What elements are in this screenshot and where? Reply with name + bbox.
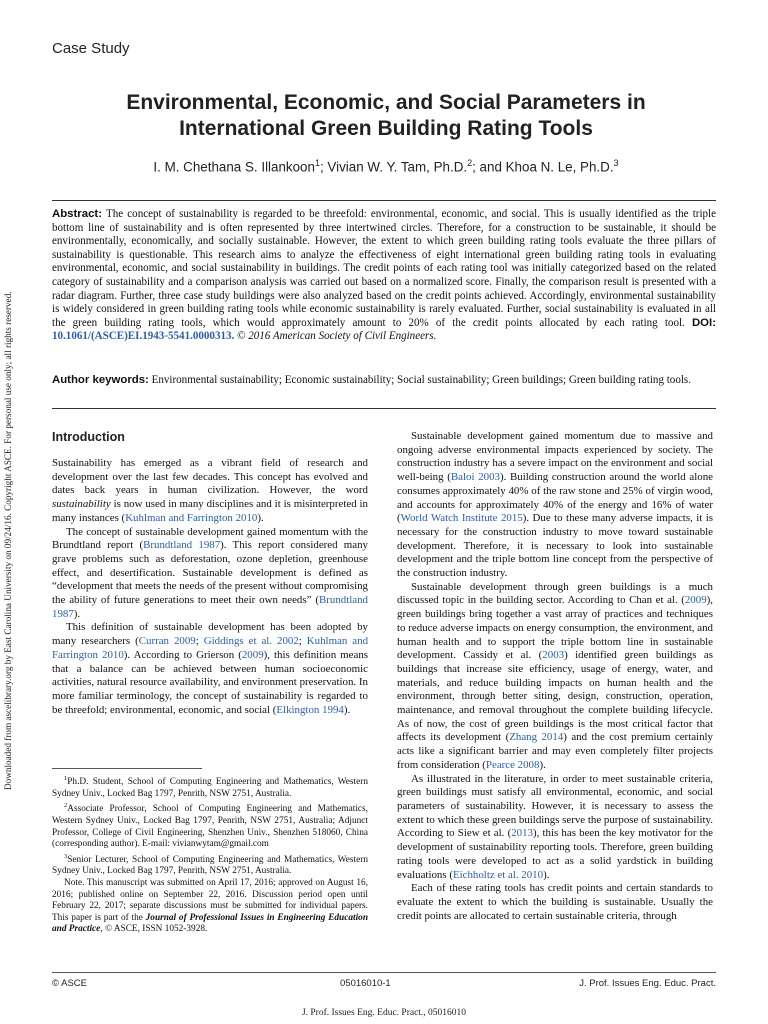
- paragraph: The concept of sustainable development gained momentum with the Brundtland report (Brundtland 1987). This report considered many grave problems such as deforestation, ozone depletion, greenhouse effect, and desertification. Sustainable development is defined as “development that meets the needs of the present without compromising the ability of future generations to meet their own needs” (Brundtland 1987).: [52, 525, 369, 620]
- citation-link[interactable]: Elkington 1994: [276, 703, 344, 716]
- keywords-label: Author keywords:: [52, 374, 149, 386]
- citation-link[interactable]: Zhang 2014: [509, 731, 564, 744]
- footnote: $^1$Ph.D. Student, School of Computing Engineering and Mathematics, Western Sydney Univ., Locked Bag 1797, Penrith, NSW 2751, Australia.: [52, 775, 368, 799]
- footer-page-id: 05016010-1: [340, 978, 391, 989]
- citation-link[interactable]: Brundtland 1987: [143, 539, 221, 552]
- footnote-divider: [52, 768, 202, 769]
- citation-link[interactable]: Giddings et al. 2002: [203, 635, 299, 648]
- citation-link[interactable]: World Watch Institute 2015: [400, 512, 523, 525]
- citation-link[interactable]: Brundtland 1987: [52, 594, 368, 620]
- paragraph: Sustainable development through green buildings is a much discussed topic in the building sector. According to Chan et al. (2009), green buildings bring together a vast array of practices and techniques to reduce adverse impacts on energy consumption, the environment, and human health and to support the triple bottom line in sustainable development. Cassidy et al. (2003) identified green buildings as buildings that increase site efficiency, usage of energy, water, and materials, and reduce building impacts on human health and the environment, through better siting, design, construction, operation, maintenance, and removal throughout the complete building lifecycle. As of now, the cost of green buildings is the most critical factor that affects its development (Zhang 2014) and the cost premium certainly acts like a significant barrier and may even completely filter projects from consideration (Pearce 2008).: [397, 580, 713, 771]
- submission-note: Note. This manuscript was submitted on April 17, 2016; approved on August 16, 2016; published online on September 22, 2016. Discussion period open until February 22, 2017; separate discussions must be submitted for individual papers. This paper is part of the Journal of Professional Issues in Engineering Education and Practice, © ASCE, ISSN 1052-3928.: [52, 878, 368, 935]
- footnote: $^2$Associate Professor, School of Computing Engineering and Mathematics, Western Sydney Univ., Locked Bag 1797, Penrith, NSW 2751, Australia; Adjunct Professor, College of Civil Engineering, Shenzhen Univ., Shenzhen 518060, China (corresponding author). E-mail: vivianwytam@gmail.com: [52, 802, 368, 850]
- citation-link[interactable]: Eichholtz et al. 2010: [452, 868, 544, 881]
- footnotes: [52, 773, 368, 936]
- paragraph: Each of these rating tools has credit points and certain standards to evaluate the extent to which the building is sustainable. Usually the credit points are allocated to certain sustainable criteria, through: [397, 882, 713, 922]
- abstract-text: The concept of sustainability is regarded to be threefold: environmental, economic, and social. This is usually identified as the triple bottom line of sustainability and is often represented by three intertwined circles. Therefore, for a construction to be sustainable, it should be environmentally, economically, and socially sustainable. However, the extent to which green building rating tools evaluate the three pillars of sustainability is questionable. This research aims to analyze the effectiveness of eight international green building rating tools in evaluating environmental, economic, and social sustainability in buildings. The credit points of each rating tool was initially categorized based on the related category of sustainability and a comparison analysis was carried out based on a normalized score. Finally, the comparison result is presented with a radar diagram. Further, three case study buildings were also analyzed based on the credit points achieved. Accordingly, environmental sustainability is widely considered in green building rating tools while economic sustainability is rarely evaluated. Further, social sustainability is evaluated in all the green building rating tools, which would approximately amount to 20% of the credit points allocated by each rating tool.: [52, 208, 717, 329]
- footer-journal: J. Prof. Issues Eng. Educ. Pract.: [579, 978, 716, 989]
- title-line-2: International Green Building Rating Tools: [179, 117, 593, 140]
- abstract-top-rule: [52, 200, 716, 201]
- abstract-bottom-rule: [52, 408, 716, 409]
- title-line-1: Environmental, Economic, and Social Parameters in: [126, 91, 646, 114]
- author-list: I. M. Chethana S. Illankoon$^1$; Vivian W. Y. Tam, Ph.D.$^2$; and Khoa N. Le, Ph.D.$^3$: [153, 158, 619, 175]
- keywords-text: Environmental sustainability; Economic sustainability; Social sustainability; Green buildings; Green building rating tools.: [151, 374, 691, 386]
- footnote: $^3$Senior Lecturer, School of Computing Engineering and Mathematics, Western Sydney Univ., Locked Bag 1797, Penrith, NSW 2751, Australia.: [52, 852, 368, 877]
- doi-link[interactable]: 10.1061/(ASCE)EI.1943-5541.0000313.: [52, 330, 235, 343]
- article-title: [60, 90, 712, 142]
- citation-link[interactable]: Baloi 2003: [450, 471, 500, 484]
- paragraph: As illustrated in the literature, in order to meet sustainable criteria, green buildings must satisfy all environmental, economic, and social parameters of sustainability. However, it is necessary to assess the extent to which these green buildings serve the purpose of sustainability. According to Siew et al. (2013), this has been the key motivator for the development of sustainability reporting tools. Therefore, green building rating tools were developed to act as a solid yardstick in building evaluations (Eichholtz et al. 2010).: [397, 772, 713, 881]
- footer-rule: [52, 972, 716, 973]
- citation-link[interactable]: Kuhlman and Farrington 2010: [52, 635, 369, 661]
- citation-link[interactable]: Curran 2009: [138, 635, 196, 648]
- paragraph: Sustainable development gained momentum due to massive and ongoing adverse environmental impacts experienced by society. The construction industry has a severe impact on the environment and social well-being (Baloi 2003). Building construction around the world alone consumes approximately 40% of the raw stone and 25% of virgin wood, and accounts for approximately 40% of the energy and 16% of water (World Watch Institute 2015). Due to these many adverse impacts, it is necessary for the construction industry to move toward sustainable development. Therefore, it is necessary to look into sustainable development and the triple bottom line concept from the perspective of the construction industry.: [397, 430, 714, 580]
- journal-name: Journal of Professional Issues in Engineering Education and Practice: [52, 912, 368, 935]
- citation-link[interactable]: 2009: [241, 648, 264, 661]
- download-notice: Downloaded from ascelibrary.org by East Carolina University on 09/24/16. Copyright ASCE. For personal use only; all rights reserved.: [3, 291, 13, 790]
- citation-link[interactable]: 2013: [511, 827, 533, 840]
- author-keywords: [52, 374, 716, 388]
- paragraph: Sustainability has emerged as a vibrant field of research and development over the last few decades. This concept has evolved and dates back years in human civilization. However, the word sustainability is now used in many disciplines and it is misinterpreted in many instances (Kuhlman and Farrington 2010).: [52, 457, 368, 524]
- bottom-citation: J. Prof. Issues Eng. Educ. Pract., 05016010: [301, 1008, 467, 1018]
- paragraph: This definition of sustainable development has been adopted by many researchers (Curran 2009; Giddings et al. 2002; Kuhlman and Farrington 2010). According to Grierson (2009), this definition means that a balance can be achieved between human socioeconomic activities, natural resource availability, and environment preservation. In more familiar terminology, the concept of sustainability is regarded to be threefold; environmental, economic, and social (Elkington 1994).: [52, 621, 369, 716]
- abstract-label: Abstract:: [52, 208, 103, 220]
- footer-publisher: © ASCE: [52, 978, 87, 989]
- section-heading-introduction: Introduction: [52, 430, 125, 444]
- abstract: [52, 208, 716, 344]
- citation-link[interactable]: 2003: [542, 649, 565, 662]
- citation-link[interactable]: Pearce 2008: [485, 758, 540, 771]
- citation-link[interactable]: Kuhlman and Farrington 2010: [125, 511, 258, 524]
- doi-label: DOI:: [691, 316, 716, 329]
- right-column: [397, 430, 713, 923]
- left-column: [52, 457, 368, 717]
- article-category: Case Study: [52, 40, 130, 57]
- citation-link[interactable]: 2009: [684, 594, 707, 607]
- copyright-notice: © 2016 American Society of Civil Engineers.: [237, 330, 437, 343]
